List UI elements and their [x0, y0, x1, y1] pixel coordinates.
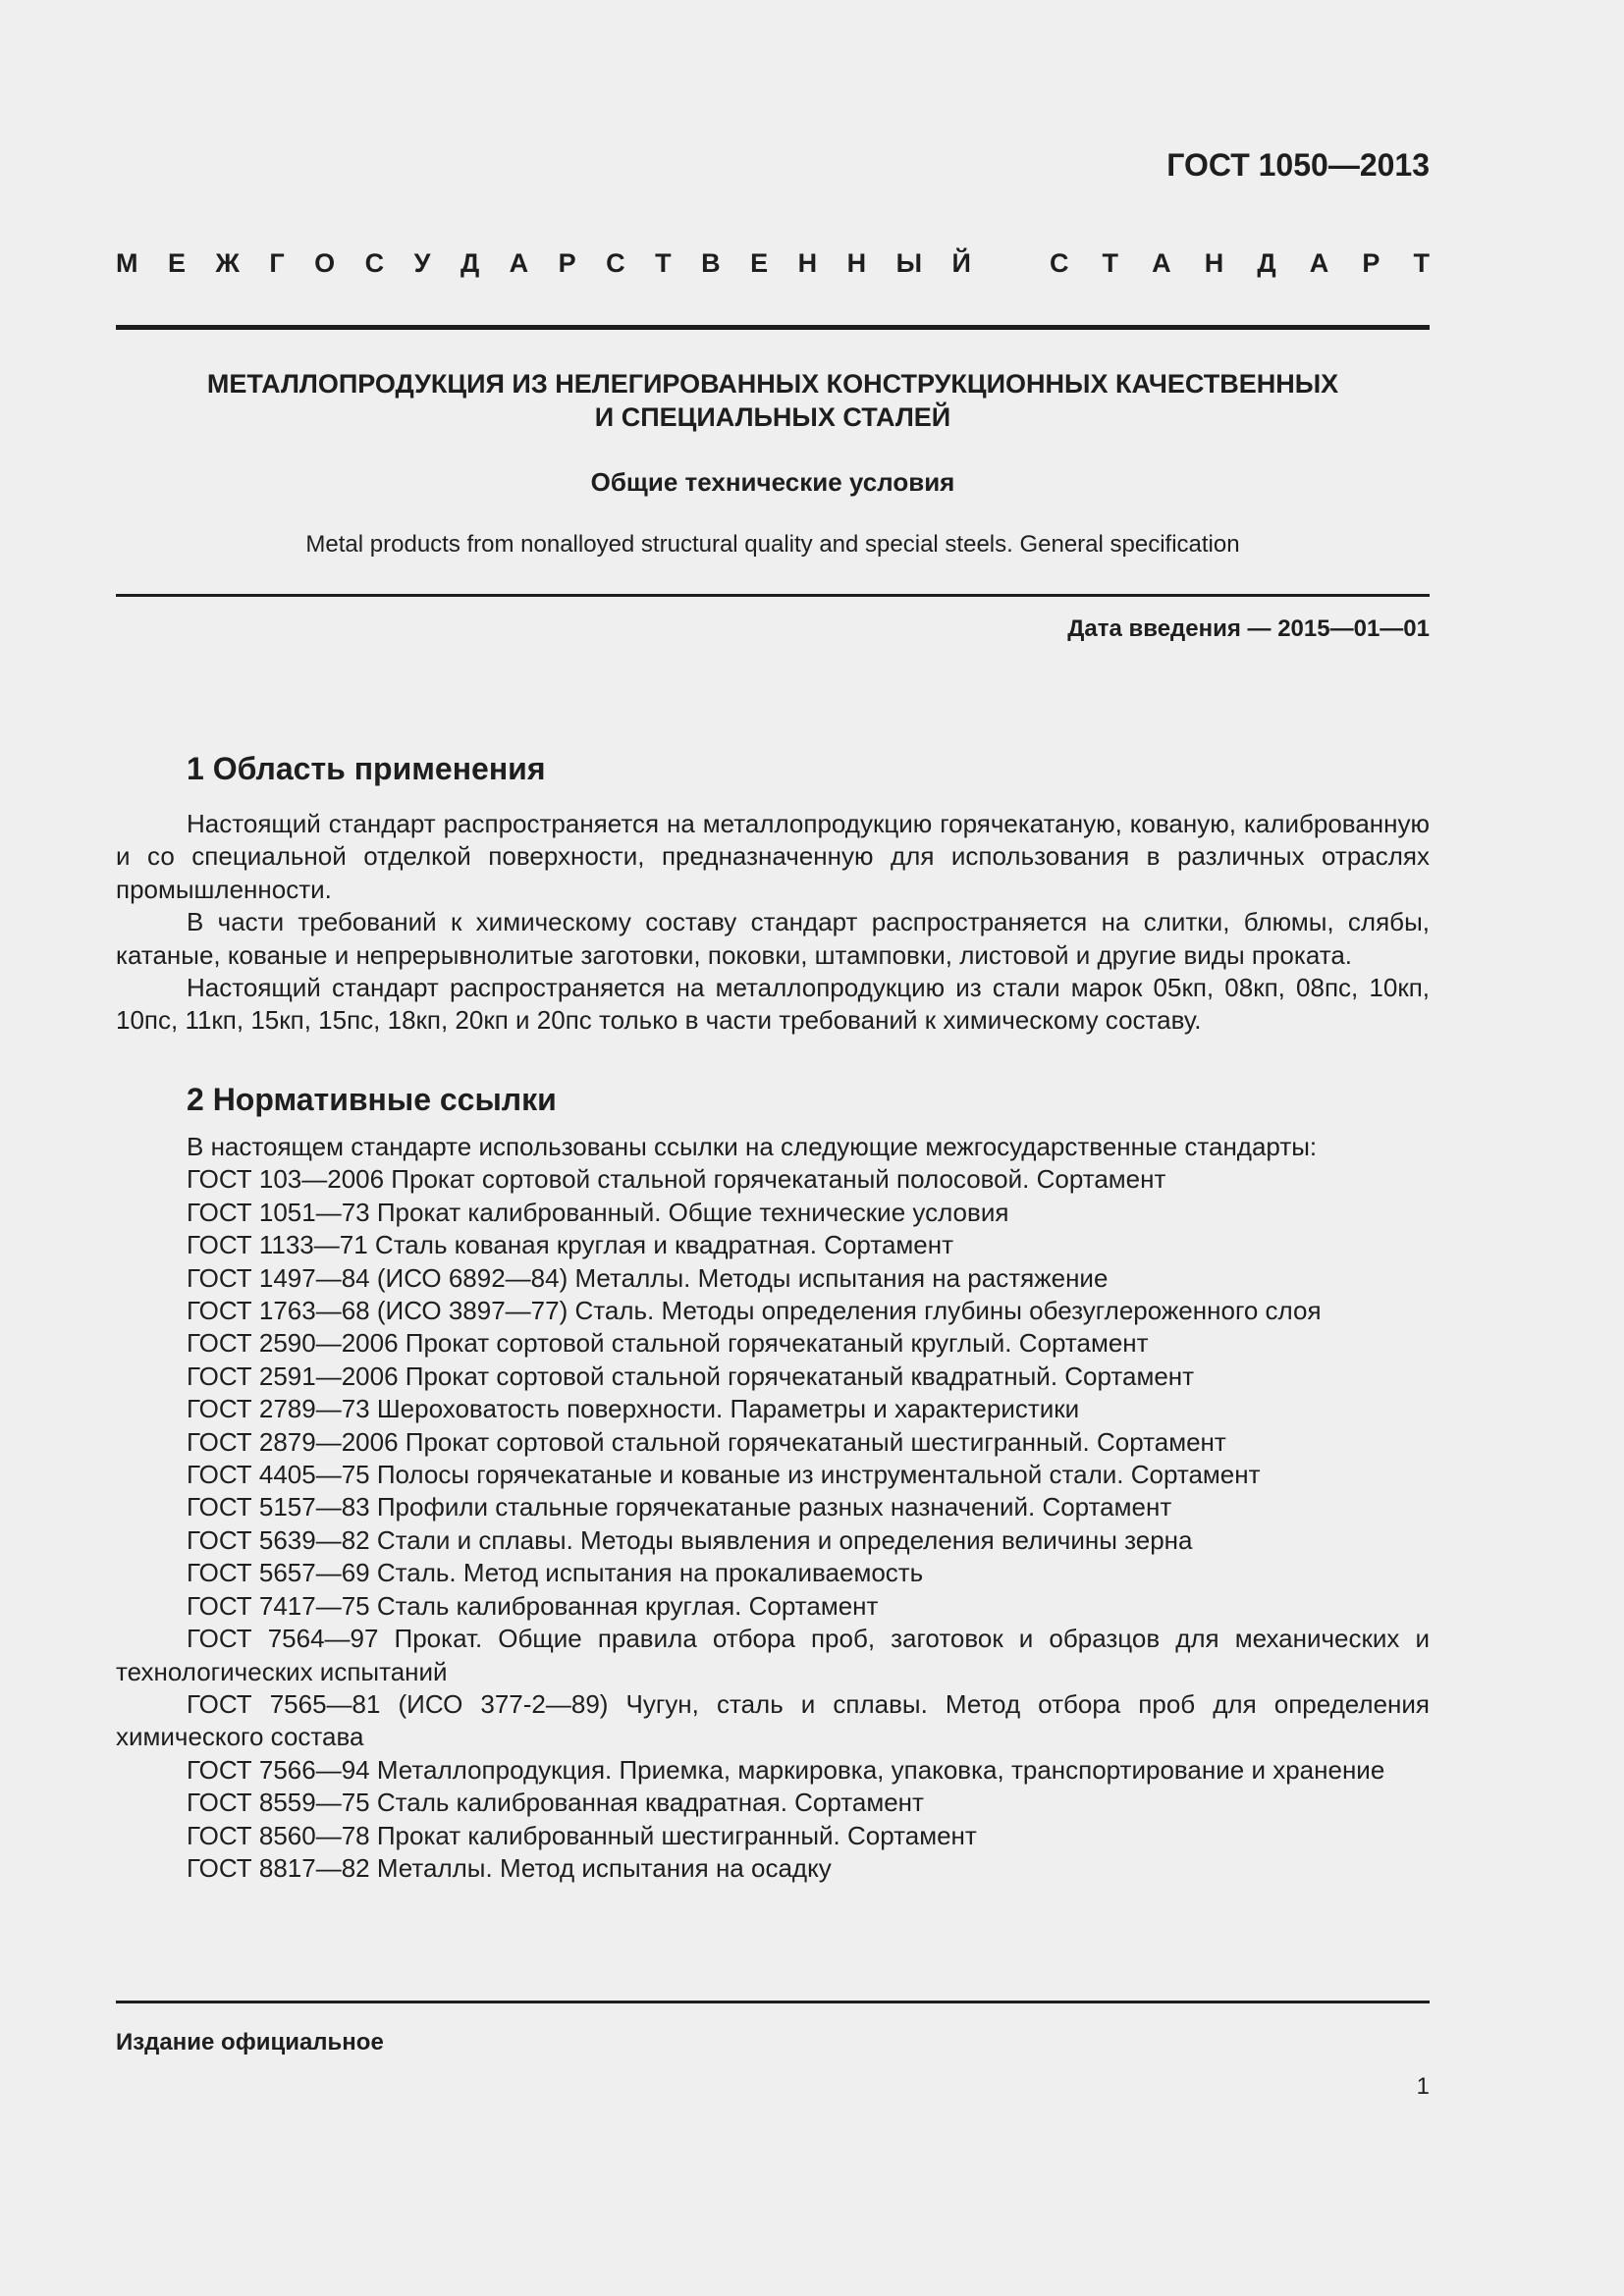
reference-item: ГОСТ 103—2006 Прокат сортовой стальной горячекатаный полосовой. Сортамент [187, 1164, 1166, 1195]
document-subtitle: Общие технические условия [590, 467, 955, 497]
reference-item: ГОСТ 7566—94 Металлопродукция. Приемка, маркировка, упаковка, транспортирование и хранение [187, 1754, 1385, 1785]
introduction-date: Дата введения — 2015—01—01 [1067, 615, 1430, 642]
reference-item: ГОСТ 5639—82 Стали и сплавы. Методы выявления и определения величины зерна [187, 1524, 1193, 1555]
reference-item: ГОСТ 5657—69 Сталь. Метод испытания на прокаливаемость [187, 1558, 924, 1588]
document-number: ГОСТ 1050—2013 [1166, 147, 1430, 183]
reference-item: ГОСТ 1497—84 (ИСО 6892—84) Металлы. Методы испытания на растяжение [187, 1262, 1109, 1293]
reference-item: ГОСТ 1133—71 Сталь кованая круглая и квадратная. Сортамент [187, 1230, 954, 1260]
band-word: С Т А Н Д А Р Т [1049, 248, 1430, 278]
band-word: М Е Ж Г О С У Д А Р С Т В Е Н Н Ы Й [116, 248, 971, 278]
reference-item: ГОСТ 2789—73 Шероховатость поверхности. Параметры и характеристики [187, 1394, 1080, 1424]
reference-item: ГОСТ 5157—83 Профили стальные горячекатаные разных назначений. Сортамент [187, 1492, 1172, 1522]
reference-item: ГОСТ 2879—2006 Прокат сортовой стальной горячекатаный шестигранный. Сортамент [187, 1426, 1226, 1457]
reference-item: ГОСТ 7565—81 (ИСО 377-2—89) Чугун, сталь и сплавы. Метод отбора проб для определения химического состава [116, 1688, 1430, 1752]
reference-item: ГОСТ 7417—75 Сталь калиброванная круглая. Сортамент [187, 1590, 879, 1621]
reference-item: ГОСТ 2590—2006 Прокат сортовой стальной горячекатаный круглый. Сортамент [187, 1328, 1149, 1359]
reference-item: ГОСТ 1763—68 (ИСО 3897—77) Сталь. Методы определения глубины обезуглероженного слоя [187, 1296, 1322, 1326]
official-edition-label: Издание официальное [116, 2029, 384, 2056]
reference-item: ГОСТ 4405—75 Полосы горячекатаные и кованые из инструментальной стали. Сортамент [187, 1460, 1261, 1490]
title-line-1: МЕТАЛЛОПРОДУКЦИЯ ИЗ НЕЛЕГИРОВАННЫХ КОНСТРУКЦИОННЫХ КАЧЕСТВЕННЫХ [206, 369, 1339, 399]
english-title: Metal products from nonalloyed structural quality and special steels. General specification [305, 531, 1240, 558]
document-title [116, 367, 1430, 434]
scope-paragraph-2: В части требований к химическому составу стандарт распространяется на слитки, блюмы, слябы, катаные, кованые и непрерывнолитые заготовки, поковки, штамповки, листовой и другие виды проката. [116, 907, 1430, 970]
reference-item: ГОСТ 8560—78 Прокат калиброванный шестигранный. Сортамент [187, 1820, 977, 1850]
reference-item: ГОСТ 8559—75 Сталь калиброванная квадратная. Сортамент [187, 1788, 924, 1818]
reference-list [116, 1163, 1430, 1885]
page-number: 1 [1416, 2073, 1430, 2100]
reference-item: ГОСТ 7564—97 Прокат. Общие правила отбора проб, заготовок и образцов для механических и технологических испытаний [116, 1624, 1430, 1686]
reference-item: ГОСТ 2591—2006 Прокат сортовой стальной горячекатаный квадратный. Сортамент [187, 1361, 1195, 1391]
title-rule [116, 594, 1430, 597]
section-heading-references: 2 Нормативные ссылки [187, 1082, 557, 1117]
title-line-2: И СПЕЦИАЛЬНЫХ СТАЛЕЙ [594, 402, 951, 432]
scope-paragraph-1: Настоящий стандарт распространяется на металлопродукцию горячекатаную, кованую, калиброванную и со специальной отделкой поверхности, предназначенную для использования в различных отраслях промышленности. [116, 809, 1430, 904]
reference-item: ГОСТ 1051—73 Прокат калиброванный. Общие технические условия [187, 1197, 1009, 1227]
reference-item: ГОСТ 8817—82 Металлы. Метод испытания на осадку [187, 1852, 832, 1883]
footer-rule [116, 2001, 1430, 2003]
scope-paragraph-3: Настоящий стандарт распространяется на металлопродукцию из стали марок 05кп, 08кп, 08пс, 10кп, 10пс, 11кп, 15кп, 15пс, 18кп, 20кп и 20пс только в части требований к химическому составу. [116, 973, 1430, 1036]
section-references [116, 1080, 1430, 1885]
standard-type-band [116, 245, 1430, 281]
top-rule [116, 325, 1430, 330]
section-heading-scope: 1 Область применения [187, 751, 546, 786]
references-intro: В настоящем стандарте использованы ссылки на следующие межгосударственные стандарты: [187, 1132, 1318, 1161]
section-scope [116, 749, 1430, 1038]
